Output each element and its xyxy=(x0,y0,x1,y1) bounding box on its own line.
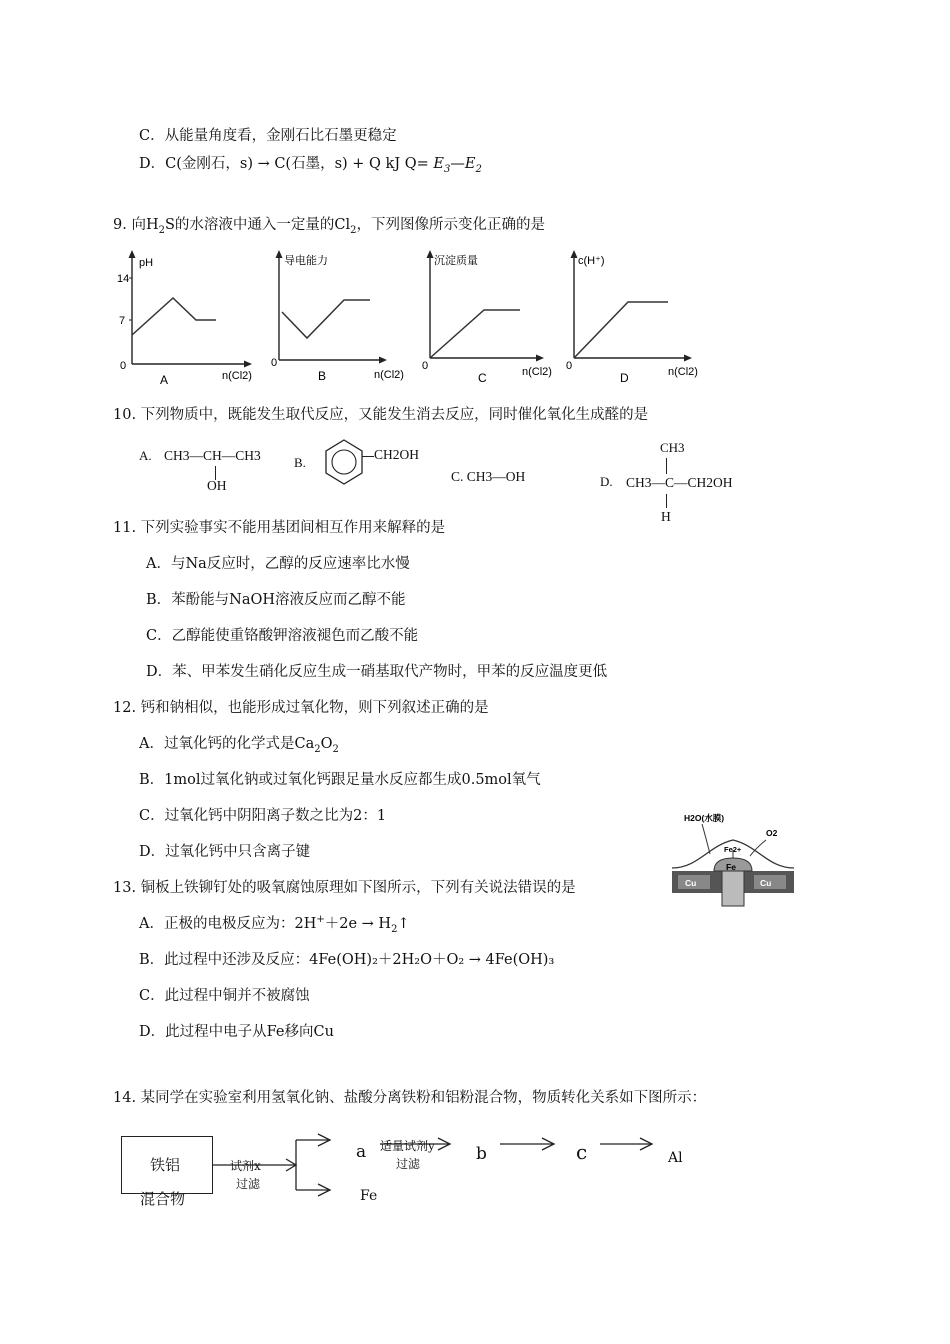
q11-option-d: D．苯、甲苯发生硝化反应生成一硝基取代产物时，甲苯的反应温度更低 xyxy=(146,664,608,680)
q12-stem: 12. 钙和钠相似，也能形成过氧化物，则下列叙述正确的是 xyxy=(113,700,489,716)
q13-option-a xyxy=(139,912,410,935)
q8-d-text: D．C(金刚石，s) → C(石墨，s) + Q kJ Q= xyxy=(139,156,434,172)
q12-a-sub2: 2 xyxy=(332,743,339,755)
q10-b-formula: CH2OH xyxy=(374,447,420,462)
q9-stem xyxy=(113,213,545,236)
q12-option-a xyxy=(139,732,339,755)
graph-b-letter: B xyxy=(318,369,327,383)
graph-a-xlabel: n(Cl2) xyxy=(222,370,252,382)
q10-a-formula: CH3—CH—CH3 xyxy=(164,448,261,463)
q12-option-c: C．过氧化钙中阴阳离子数之比为2：1 xyxy=(139,808,387,824)
fe2-label: Fe2+ xyxy=(724,845,742,854)
q13-a-text2: ＋2e → H xyxy=(324,916,392,932)
graph-a-ytick-14: 14 xyxy=(117,273,130,285)
q11-option-b: B．苯酚能与NaOH溶液反应而乙醇不能 xyxy=(146,592,406,608)
q12-a-text: A．过氧化钙的化学式是Ca xyxy=(139,736,315,752)
benzene-hexagon xyxy=(326,440,362,484)
q10-d-main: CH3—C—CH2OH xyxy=(626,475,733,490)
graph-c-origin: 0 xyxy=(422,360,429,372)
q10-d-bond-down xyxy=(666,494,667,508)
graph-a-ytick-7: 7 xyxy=(119,315,126,327)
product-a: a xyxy=(356,1142,367,1162)
q11-option-c: C．乙醇能使重铬酸钾溶液褪色而乙酸不能 xyxy=(146,628,419,644)
q11-stem: 11. 下列实验事实不能用基团间相互作用来解释的是 xyxy=(113,520,446,536)
q10-b-label: B. xyxy=(294,455,306,470)
q9-stem-sub2: 2 xyxy=(350,224,357,236)
q10-option-c: C. CH3—OH xyxy=(451,469,526,484)
reagent-x-label: 试剂x xyxy=(230,1159,261,1173)
q13-a-arrow: ↑ xyxy=(397,916,410,932)
q13-a-text: A．正极的电极反应为：2H xyxy=(139,916,317,932)
q13-stem: 13. 铜板上铁铆钉处的吸氧腐蚀原理如下图所示，下列有关说法错误的是 xyxy=(113,880,576,896)
q9-stem-sub1: 2 xyxy=(158,224,165,236)
q9-graphs-bg xyxy=(112,242,708,392)
q10-b-bond xyxy=(362,456,374,457)
q13-a-sup: + xyxy=(316,914,325,926)
o2-label: O2 xyxy=(766,828,778,838)
graph-b-origin: 0 xyxy=(271,357,278,369)
benzene-circle xyxy=(332,450,356,474)
q11-option-a: A．与Na反应时，乙醇的反应速率比水慢 xyxy=(146,556,410,572)
q9-graphs xyxy=(112,242,708,392)
q14-flowchart xyxy=(110,1124,710,1214)
q10-a-oh: OH xyxy=(207,478,227,493)
benzene-ring-icon xyxy=(318,436,370,488)
water-pointer xyxy=(702,824,710,854)
q13-option-c: C．此过程中铜并不被腐蚀 xyxy=(139,988,310,1004)
graph-a-letter: A xyxy=(160,373,169,387)
q9-stem-c: S的水溶液中通入一定量的Cl xyxy=(164,217,351,233)
product-al: Al xyxy=(668,1150,683,1166)
mixture-line1: 铁铝 xyxy=(150,1156,181,1174)
product-fe: Fe xyxy=(360,1188,378,1204)
product-b: b xyxy=(476,1144,487,1164)
graph-d-ylabel: c(H⁺) xyxy=(578,255,605,267)
graph-a-ylabel: pH xyxy=(139,257,154,269)
q10-d-bond-up xyxy=(666,458,667,474)
graph-b-ylabel: 导电能力 xyxy=(284,255,328,267)
q8-d-e2-sub: 2 xyxy=(475,163,482,175)
filter1-label: 过滤 xyxy=(236,1177,261,1191)
cu-left-label: Cu xyxy=(685,878,697,888)
q8-option-c: C．从能量角度看，金刚石比石墨更稳定 xyxy=(139,128,397,144)
q12-a-o: O xyxy=(320,736,333,752)
graph-d-xlabel: n(Cl2) xyxy=(668,366,698,378)
graph-c-letter: C xyxy=(478,371,487,385)
q12-option-d: D．过氧化钙中只含离子键 xyxy=(139,844,311,860)
q10-d-top: CH3 xyxy=(660,440,685,455)
water-film-label: H2O(水膜) xyxy=(684,813,725,823)
graph-b-xlabel: n(Cl2) xyxy=(374,369,404,381)
graph-d-origin: 0 xyxy=(566,360,573,372)
q10-d-label: D. xyxy=(600,474,613,489)
q13-option-b: B．此过程中还涉及反应：4Fe(OH)₂＋2H₂O＋O₂ → 4Fe(OH)₃ xyxy=(139,952,555,968)
q12-option-b: B．1mol过氧化钠或过氧化钙跟足量水反应都生成0.5mol氧气 xyxy=(139,772,541,788)
o2-arrow xyxy=(750,840,766,856)
q14-stem: 14. 某同学在实验室利用氢氧化钠、盐酸分离铁粉和铝粉混合物，物质转化关系如下图所示： xyxy=(113,1090,707,1106)
mixture-line2: 混合物 xyxy=(140,1190,186,1208)
q10-stem: 10. 下列物质中，既能发生取代反应，又能发生消去反应，同时催化氧化生成醛的是 xyxy=(113,407,649,423)
q8-d-e3 xyxy=(433,156,451,175)
cu-right-label: Cu xyxy=(760,878,772,888)
q8-d-e3-sub: 3 xyxy=(444,163,451,175)
fe-label: Fe xyxy=(726,862,736,872)
q13-a-sub: 2 xyxy=(391,923,398,935)
q8-d-e2-letter: E xyxy=(464,156,476,172)
q8-d-e3-letter: E xyxy=(433,156,445,172)
q10-d-bottom: H xyxy=(661,509,671,524)
q8-d-dash: — xyxy=(450,156,465,172)
filter2-label: 过滤 xyxy=(396,1157,421,1171)
product-c: c xyxy=(576,1140,588,1164)
q13-corrosion-diagram xyxy=(668,808,800,908)
q9-stem-a: 9. 向H xyxy=(113,217,159,233)
graph-c-ylabel: 沉淀质量 xyxy=(434,255,478,267)
rivet-shank xyxy=(722,871,744,906)
graph-a-origin: 0 xyxy=(120,360,127,372)
q9-stem-e: ，下列图像所示变化正确的是 xyxy=(356,217,546,233)
graph-d-letter: D xyxy=(620,371,629,385)
q12-a-sub1: 2 xyxy=(314,743,321,755)
graph-c-xlabel: n(Cl2) xyxy=(522,366,552,378)
q8-option-d xyxy=(139,152,482,175)
q13-option-d: D．此过程中电子从Fe移向Cu xyxy=(139,1024,334,1040)
reagent-y-label: 适量试剂y xyxy=(380,1139,435,1153)
q10-a-label: A. xyxy=(139,448,152,463)
q8-d-e2 xyxy=(464,156,482,175)
